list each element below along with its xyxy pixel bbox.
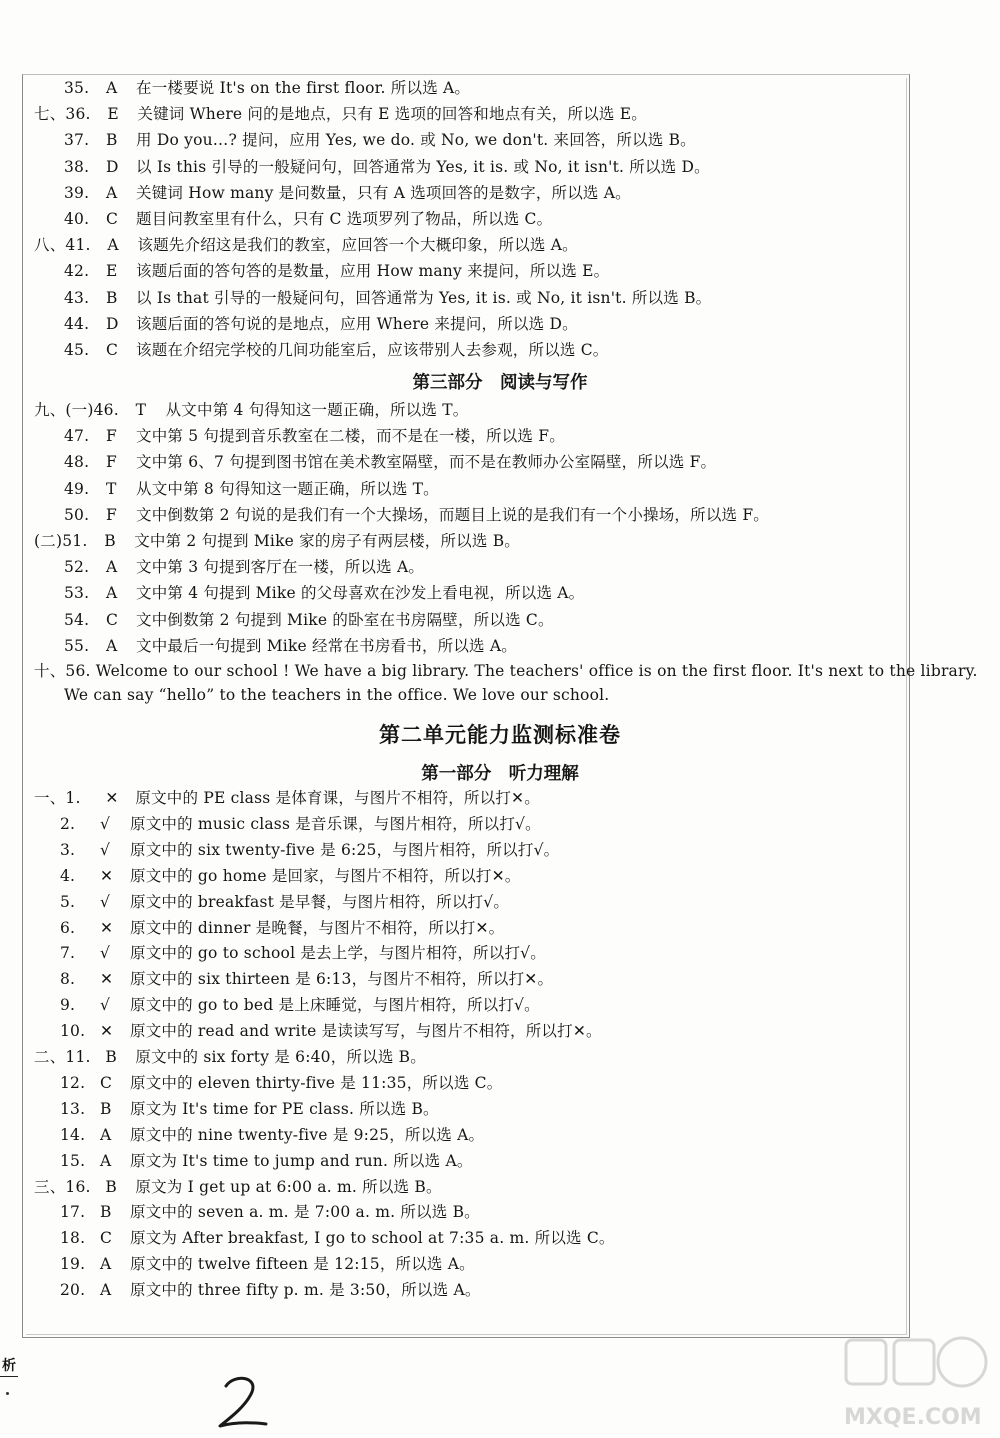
answer-row (34, 1175, 442, 1199)
question-number: 2. (60, 814, 76, 833)
explanation-text: 原文中的 breakfast 是早餐，与图片相符，所以打√。 (130, 892, 510, 911)
answer-key: A (107, 236, 119, 255)
answer-key: √ (100, 944, 111, 963)
answer-key: D (106, 314, 119, 333)
question-number: 7. (60, 944, 76, 963)
answer-row (34, 233, 578, 257)
section-marker: (二) (34, 532, 63, 550)
answer-row (34, 102, 647, 126)
answer-key: A (106, 79, 118, 97)
answer-row (34, 786, 540, 810)
explanation-text: 文中第 3 句提到客厅在一楼，所以选 A。 (136, 558, 425, 577)
answer-row (60, 1226, 615, 1250)
answer-row (64, 259, 609, 283)
explanation-text: 文中倒数第 2 句说的是我们有一个大操场，而题目上说的是我们有一个小操场，所以选 F。 (136, 505, 769, 524)
question-number: 47. (64, 427, 90, 446)
answer-row (64, 555, 424, 579)
question-number: 50. (64, 505, 90, 524)
corner-label: 析 (0, 1356, 18, 1377)
explanation-text: 该题后面的答句答的是数量，应用 How many 来提问，所以选 E。 (136, 262, 610, 281)
answer-key: T (135, 401, 147, 419)
answer-row (60, 1123, 484, 1147)
q56-answer-line1: 十、56. Welcome to our school ! We have a big library. The teachers' office is on the first floor. It's next to the library. (34, 662, 978, 680)
answer-key: C (100, 1073, 113, 1092)
section-3-heading: 第三部分 阅读与写作 (412, 373, 588, 393)
answer-row (60, 890, 509, 914)
unit-title: 第二单元能力监测标准卷 (379, 723, 621, 747)
answer-key: B (104, 532, 116, 550)
question-number: 8. (60, 970, 76, 989)
section-marker: 三、 (34, 1177, 66, 1196)
explanation-text: 文中倒数第 2 句提到 Mike 的卧室在书房隔壁，所以选 C。 (136, 610, 554, 629)
explanation-text: 从文中第 8 句得知这一题正确，所以选 T。 (136, 479, 439, 498)
question-number: 41. (65, 236, 91, 255)
question-number: 4. (60, 866, 76, 885)
question-number: 42. (64, 262, 90, 281)
answer-row (60, 1019, 602, 1043)
answer-row (64, 477, 439, 501)
section-marker: 九、(一) (34, 401, 94, 419)
answer-key: B (100, 1203, 112, 1222)
answer-row (64, 181, 631, 205)
answer-row (64, 338, 609, 362)
answer-row (60, 916, 504, 940)
question-number: 38. (64, 157, 90, 176)
question-number: 36. (65, 105, 91, 124)
answer-key: F (106, 505, 117, 524)
question-number: 19. (60, 1255, 86, 1274)
explanation-text: 从文中第 4 句得知这一题正确，所以选 T。 (165, 401, 469, 419)
explanation-text: 原文中的 music class 是音乐课，与图片相符，所以打√。 (130, 814, 541, 833)
answer-key: A (100, 1151, 112, 1170)
explanation-text: 原文为 After breakfast, I go to school at 7:35 a. m. 所以选 C。 (130, 1229, 615, 1248)
answer-key: ✕ (105, 789, 119, 807)
answer-key: C (106, 210, 119, 228)
explanation-text: 原文中的 go to school 是去上学，与图片相符，所以打√。 (130, 944, 546, 963)
answer-key: ✕ (100, 918, 114, 937)
question-number: 14. (60, 1125, 86, 1144)
answer-row (64, 581, 584, 605)
section-marker: 一、 (34, 789, 66, 807)
answer-row (34, 529, 520, 553)
section-marker: 二、 (34, 1048, 66, 1066)
answer-row (64, 608, 554, 632)
explanation-text: 原文中的 twelve fifteen 是 12:15，所以选 A。 (130, 1255, 475, 1274)
answer-row (64, 312, 578, 336)
answer-row (60, 1252, 475, 1276)
answer-row (64, 207, 552, 231)
q56-answer-line2: We can say “hello” to the teachers in the office. We love our school. (64, 686, 610, 704)
answer-key: ✕ (100, 1022, 114, 1041)
question-number: 18. (60, 1229, 86, 1248)
explanation-text: 题目问教室里有什么，只有 C 选项罗列了物品，所以选 C。 (136, 210, 553, 228)
explanation-text: 用 Do you…? 提问，应用 Yes, we do. 或 No, we don't. 来回答，所以选 B。 (136, 131, 696, 150)
answer-row (60, 1149, 473, 1173)
answer-row (64, 128, 696, 152)
explanation-text: 关键词 Where 问的是地点，只有 E 选项的回答和地点有关，所以选 E。 (137, 105, 647, 124)
question-number: 15. (60, 1151, 86, 1170)
answer-row (34, 398, 469, 422)
answer-key: √ (100, 840, 111, 859)
explanation-text: 文中第 4 句提到 Mike 的父母喜欢在沙发上看电视，所以选 A。 (136, 584, 585, 603)
question-number: 39. (64, 183, 90, 202)
answer-key: F (106, 453, 117, 472)
explanation-text: 原文中的 PE class 是体育课，与图片不相符，所以打✕。 (135, 789, 540, 807)
answer-row (64, 76, 470, 100)
explanation-text: 关键词 How many 是问数量，只有 A 选项回答的是数字，所以选 A。 (136, 183, 631, 202)
question-number: 17. (60, 1203, 86, 1222)
answer-key: ✕ (100, 866, 114, 885)
question-number: 54. (64, 610, 90, 629)
answer-row (60, 838, 559, 862)
answer-key: E (107, 105, 119, 124)
answer-row (60, 941, 546, 965)
answer-row (60, 1200, 480, 1224)
explanation-text: 原文中的 go home 是回家，与图片不相符，所以打✕。 (130, 866, 521, 885)
answer-row (60, 864, 521, 888)
answer-row (64, 634, 517, 658)
question-number: 11. (65, 1048, 91, 1066)
explanation-text: 以 Is that 引导的一般疑问句，回答通常为 Yes, it is. 或 No, it isn't. 所以选 B。 (136, 288, 712, 307)
question-number: 1. (65, 789, 81, 807)
explanation-text: 该题在介绍完学校的几间功能室后，应该带别人去参观，所以选 C。 (136, 341, 609, 359)
answer-key: A (106, 636, 118, 655)
question-number: 51. (62, 532, 88, 550)
answer-key: √ (100, 814, 111, 833)
answer-row (60, 1278, 481, 1302)
section-marker: 七、 (34, 105, 66, 124)
answer-key: F (106, 427, 117, 446)
answer-row (60, 1097, 439, 1121)
answer-key: B (106, 288, 118, 307)
explanation-text: 该题先介绍这是我们的教室，应回答一个大概印象，所以选 A。 (137, 236, 578, 255)
question-number: 10. (60, 1022, 86, 1041)
explanation-text: 原文中的 go to bed 是上床睡觉，与图片相符，所以打√。 (130, 996, 540, 1015)
answer-key: √ (100, 892, 111, 911)
answer-key: A (100, 1125, 112, 1144)
answer-key: C (106, 610, 119, 629)
question-number: 37. (64, 131, 90, 150)
answer-row (60, 1071, 502, 1095)
answer-key: A (100, 1255, 112, 1274)
explanation-text: 原文中的 eleven thirty-five 是 11:35，所以选 C。 (130, 1073, 503, 1092)
question-number: 45. (64, 341, 90, 359)
explanation-text: 原文中的 six twenty-five 是 6:25，与图片相符，所以打√。 (130, 840, 560, 859)
question-number: 46. (93, 401, 119, 419)
explanation-text: 在一楼要说 It's on the first floor. 所以选 A。 (136, 79, 471, 97)
answer-row (60, 993, 540, 1017)
explanation-text: 该题后面的答句说的是地点，应用 Where 来提问，所以选 D。 (136, 314, 578, 333)
question-number: 52. (64, 558, 90, 577)
svg-text:MXQE.COM: MXQE.COM (844, 1405, 982, 1430)
question-number: 35. (64, 79, 90, 97)
explanation-text: 文中第 6、7 句提到图书馆在美术教室隔壁，而不是在教师办公室隔壁，所以选 F。 (136, 453, 717, 472)
answer-key: A (106, 558, 118, 577)
answer-key: B (106, 131, 118, 150)
explanation-text: 以 Is this 引导的一般疑问句，回答通常为 Yes, it is. 或 No, it isn't. 所以选 D。 (136, 157, 710, 176)
question-number: 53. (64, 584, 90, 603)
explanation-text: 原文为 I get up at 6:00 a. m. 所以选 B。 (135, 1177, 442, 1196)
answer-key: C (100, 1229, 113, 1248)
question-number: 55. (64, 636, 90, 655)
section-marker: 八、 (34, 236, 66, 255)
question-number: 16. (65, 1177, 91, 1196)
explanation-text: 原文为 It's time to jump and run. 所以选 A。 (130, 1151, 473, 1170)
answer-key: B (105, 1048, 117, 1066)
explanation-text: 原文中的 dinner 是晚餐，与图片不相符，所以打✕。 (130, 918, 505, 937)
answer-row (60, 812, 541, 836)
question-number: 49. (64, 479, 90, 498)
answer-key: B (100, 1099, 112, 1118)
explanation-text: 原文中的 nine twenty-five 是 9:25，所以选 A。 (130, 1125, 485, 1144)
watermark-logo (838, 1326, 998, 1436)
question-number: 12. (60, 1073, 86, 1092)
question-number: 9. (60, 996, 76, 1015)
question-number: 40. (64, 210, 90, 228)
page-dot (6, 1392, 9, 1395)
section-1-heading: 第一部分 听力理解 (421, 764, 579, 784)
question-number: 5. (60, 892, 76, 911)
answer-key: A (106, 584, 118, 603)
answer-row (64, 450, 716, 474)
answer-key: E (106, 262, 118, 281)
question-number: 20. (60, 1281, 86, 1300)
answer-key: C (106, 341, 119, 359)
explanation-text: 原文中的 six thirteen 是 6:13，与图片不相符，所以打✕。 (130, 970, 554, 989)
answer-key: D (106, 157, 119, 176)
explanation-text: 原文中的 read and write 是读读写写，与图片不相符，所以打✕。 (130, 1022, 602, 1041)
explanation-text: 原文中的 three fifty p. m. 是 3:50，所以选 A。 (130, 1281, 481, 1300)
explanation-text: 文中第 2 句提到 Mike 家的房子有两层楼，所以选 B。 (134, 532, 520, 550)
answer-row (64, 155, 710, 179)
answer-key: B (105, 1177, 117, 1196)
explanation-text: 原文为 It's time for PE class. 所以选 B。 (130, 1099, 439, 1118)
answer-row (64, 503, 769, 527)
explanation-text: 原文中的 seven a. m. 是 7:00 a. m. 所以选 B。 (130, 1203, 480, 1222)
question-number: 48. (64, 453, 90, 472)
explanation-text: 文中第 5 句提到音乐教室在二楼，而不是在一楼，所以选 F。 (136, 427, 565, 446)
answer-row (34, 1045, 426, 1069)
answer-row (64, 286, 711, 310)
question-number: 13. (60, 1099, 86, 1118)
answer-key: A (100, 1281, 112, 1300)
question-number: 6. (60, 918, 76, 937)
answer-key: A (106, 183, 118, 202)
answer-key: T (106, 479, 117, 498)
answer-key: √ (100, 996, 111, 1015)
question-number: 43. (64, 288, 90, 307)
answer-key: ✕ (100, 970, 114, 989)
answer-row (64, 424, 565, 448)
explanation-text: 原文中的 six forty 是 6:40，所以选 B。 (135, 1048, 426, 1066)
question-number: 44. (64, 314, 90, 333)
answer-row (60, 967, 553, 991)
explanation-text: 文中最后一句提到 Mike 经常在书房看书，所以选 A。 (136, 636, 517, 655)
handwritten-page-number (212, 1372, 272, 1432)
question-number: 3. (60, 840, 76, 859)
